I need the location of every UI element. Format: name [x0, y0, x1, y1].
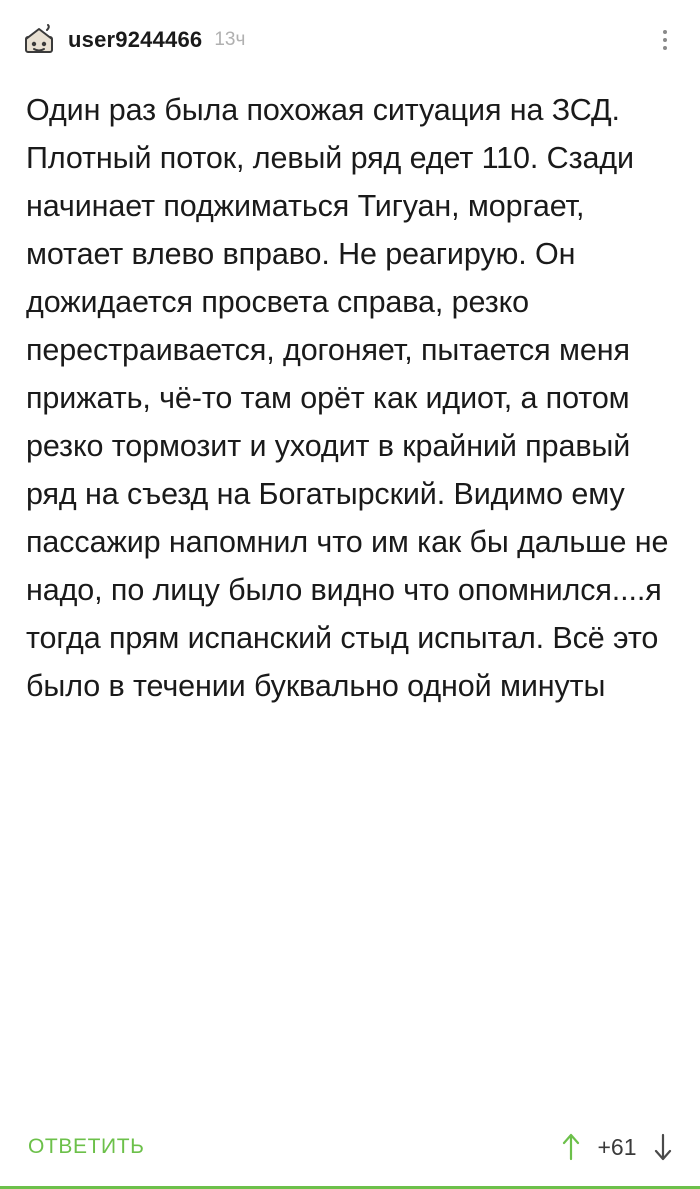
comment-footer: [0, 1108, 700, 1186]
arrow-down-icon[interactable]: [652, 1132, 674, 1162]
comment-author[interactable]: user9244466: [68, 27, 203, 52]
user-avatar-icon: [23, 24, 55, 56]
comment-body: [0, 70, 700, 1108]
kebab-menu-icon[interactable]: [652, 23, 678, 57]
kebab-dot: [663, 30, 667, 34]
score-value: +61: [597, 1133, 637, 1160]
comment-timestamp: 13ч: [214, 29, 246, 50]
kebab-dot: [663, 46, 667, 50]
rating-control: [560, 1132, 674, 1162]
comment-header: [0, 0, 700, 70]
reply-button[interactable]: ОТВЕТИТЬ: [28, 1135, 145, 1158]
comment-text: Один раз была похожая ситуация на ЗСД. Плотный поток, левый ряд едет 110. Сзади начинает поджиматься Тигуан, моргает, мотает влево вправо. Не реагирую. Он дожидается просвета справа, резко перестраивается, догоняет, пытается меня прижать, чё-то там орёт как идиот, а потом резко тормозит и уходит в крайний правый ряд на съезд на Богатырский. Видимо ему пассажир напомнил что им как бы дальше не надо, по лицу было видно что опомнился....я тогда прям испанский стыд испытал. Всё это было в течении буквально одной минуты: [26, 93, 677, 703]
avatar[interactable]: [22, 23, 56, 57]
kebab-dot: [663, 38, 667, 42]
arrow-up-icon[interactable]: [560, 1132, 582, 1162]
